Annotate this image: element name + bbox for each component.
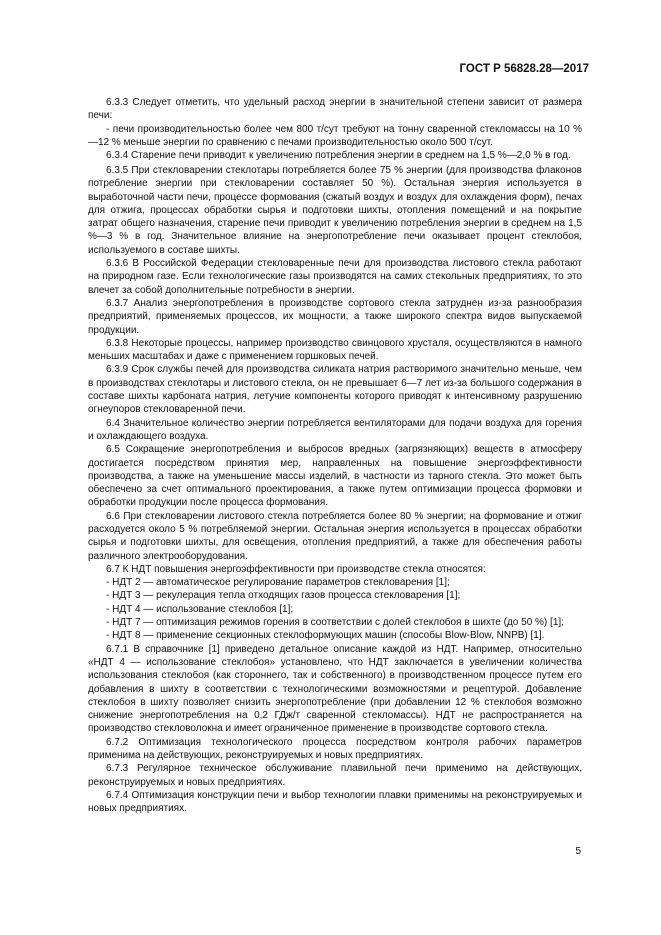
list-item-ndt-8: - НДТ 8 — применение секционных стеклоформующих машин (способы Blow-Blow, NNPB) [1]. — [106, 630, 545, 642]
paragraph-6-7-2: 6.7.2 Оптимизация технологического процесса посредством контроля рабочих параметров применима на действующих, реконструируемых и новых предприятиях. — [88, 736, 582, 762]
paragraph-6-7-1: 6.7.1 В справочнике [1] приведено детальное описание каждой из НДТ. Например, относительно «НДТ 4 — использование стеклобоя» установлено, что НДТ заключается в увеличении количества использования стеклобоя (как стороннего, так и собственного) в производственном процессе путем его добавления в шихту в соответствии с технологическими возможностями и рецептурой. Добавление стеклобоя в шихту позволяет снизить энергопотребление (при добавлении 12 % стеклобоя возможно снижение энергопотребления на 0,2 ГДж/т сваренной стекломассы). НДТ не распространяется на производство стекловолокна и имеет ограниченное применение в производстве сортового стекла. — [88, 643, 582, 735]
list-item-ndt-3: - НДТ 3 — рекулерация тепла отходящих газов процесса стекловарения [1]; — [106, 590, 461, 602]
paragraph-6-4: 6.4 Значительное количество энергии потребляется вентиляторами для подачи воздуха для горения и охлаждающего воздуха. — [88, 417, 582, 442]
list-item-ndt-4: - НДТ 4 — использование стеклобоя [1]; — [106, 603, 294, 615]
document-body — [88, 96, 582, 816]
paragraph-6-7-4: 6.7.4 Оптимизация конструкции печи и выбор технологии плавки применимы на реконструируемых и новых предприятиях. — [88, 789, 582, 815]
document-code-header: ГОСТ Р 56828.28—2017 — [459, 63, 589, 75]
paragraph-6-3-3-item: - печи производительностью более чем 800 т/сут требуют на тонну сваренной стекломассы на 10 %—12 % меньше энергии по сравнению с печами производительностью около 500 т/сут. — [88, 123, 582, 148]
paragraph-6-3-4: 6.3.4 Старение печи приводит к увеличению потребления энергии в среднем на 1,5 %—2,0 % в год. — [106, 150, 571, 162]
paragraph-6-3-3: 6.3.3 Следует отметить, что удельный расход энергии в значительной степени зависит от размера печи: — [88, 97, 582, 122]
paragraph-6-7: 6.7 К НДТ повышения энергоэффективности при производстве стекла относятся: — [106, 563, 486, 575]
paragraph-6-3-6: 6.3.6 В Российской Федерации стекловаренные печи для производства листового стекла работают на природном газе. Если технологические газы производятся на самих стекольных предприятиях, то это влечет за собой дополнительные потребности в энергии. — [88, 258, 582, 296]
paragraph-6-3-5: 6.3.5 При стекловарении стеклотары потребляется более 75 % энергии (для производства флаконов потребление энергии при стекловарении составляет 50 %). Остальная энергия используется в выработочной части печи, процессе формования (сжатый воздух и воздух для охлаждения форм), печах для отжига, процессах обработки сырья и подготовки шихты, отопления помещений и на покрытие затрат общего назначения, старение печи приводит к увеличению потребления энергии в среднем на 1,5 %—3 % в год. Значительное влияние на энергопотребление печи оказывает процент стеклобоя, используемого в составе шихты. — [88, 164, 582, 256]
list-item-ndt-2: - НДТ 2 — автоматическое регулирование параметров стекловарения [1]; — [106, 577, 450, 589]
paragraph-6-3-9: 6.3.9 Срок службы печей для производства силиката натрия растворимого значительно меньше, чем в производствах стеклотары и листового стекла, он не превышает 6—7 лет из-за большого содержания в составе шихты карбоната натрия, летучие компоненты которого приводят к интенсивному разрушению огнеупоров стекловаренной печи. — [88, 364, 582, 416]
list-item-ndt-7: - НДТ 7 — оптимизация режимов горения в соответствии с долей стеклобоя в шихте (до 50 %) [1]; — [106, 617, 564, 629]
paragraph-6-6: 6.6 При стекловарении листового стекла потребляется более 80 % энергии; на формование и отжиг расходуется около 5 % потребляемой энергии. Остальная энергия используется в процессах обработки сырья и подготовки шихты, для освещения, отопления предприятий, а также для обеспечения работы различного электрооборудования. — [88, 510, 582, 562]
paragraph-6-7-3: 6.7.3 Регулярное техническое обслуживание плавильной печи применимо на действующих, реконструируемых и новых предприятиях. — [88, 763, 582, 788]
page-number: 5 — [575, 846, 581, 857]
paragraph-6-5: 6.5 Сокращение энергопотребления и выбросов вредных (загрязняющих) веществ в атмосферу достигается посредством принятия мер, направленных на повышение энергоэффективности производства, а также на уменьшение массы изделий, в частности из тарного стекла. Это может быть обеспечено за счет оптимального проектирования, а также путем оптимизации процесса формовки и обработки продукции после процесса формования. — [88, 444, 582, 509]
paragraph-6-3-8: 6.3.8 Некоторые процессы, например производство свинцового хрусталя, осуществляются в намного меньших масштабах и даже с применением горшковых печей. — [88, 337, 582, 363]
paragraph-6-3-7: 6.3.7 Анализ энергопотребления в производстве сортового стекла затруднен из-за разнообразия предприятий, применяемых процессов, их мощности, а также широкого спектра видов выпускаемой продукции. — [88, 297, 582, 336]
